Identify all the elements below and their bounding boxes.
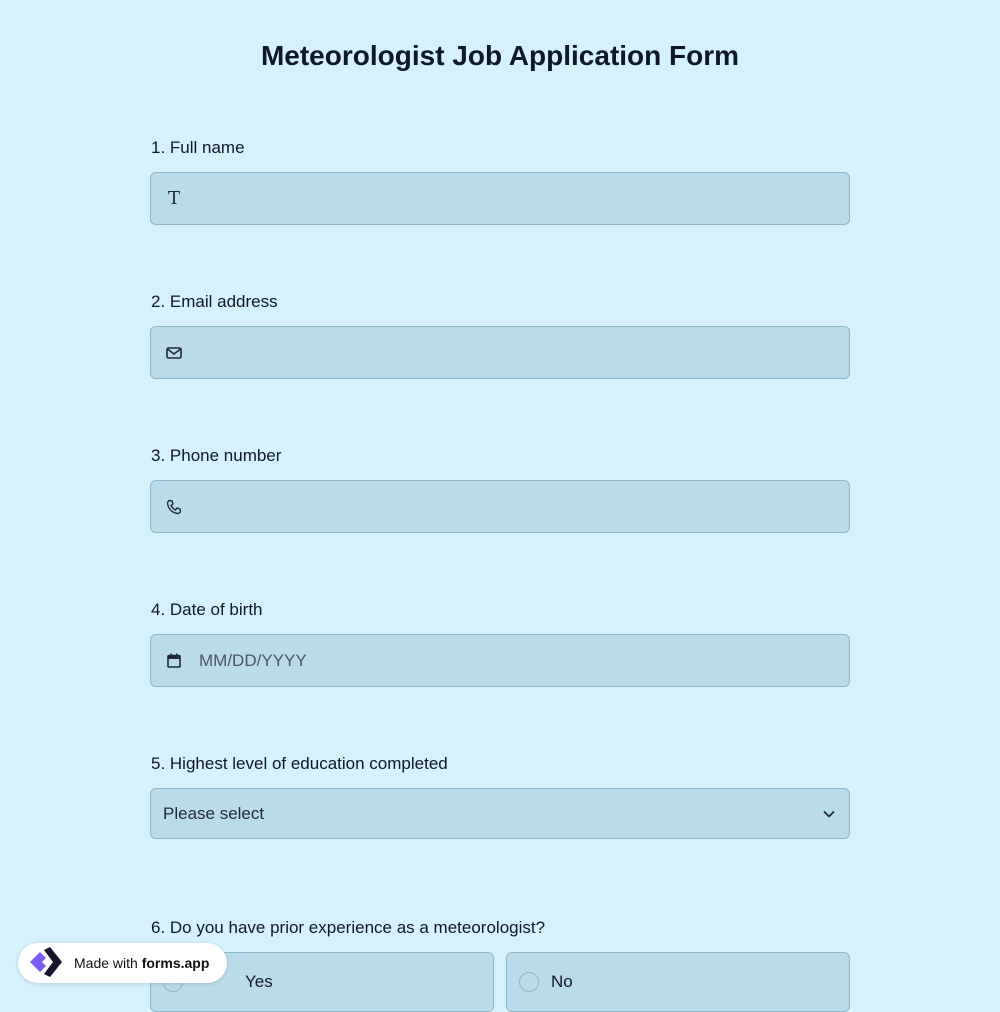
page-title: Meteorologist Job Application Form [260,40,740,71]
education-selected: Please select [163,803,265,823]
mail-icon [165,344,183,362]
forms-app-logo-icon [26,945,66,982]
text-icon: T [167,188,180,209]
education-select[interactable] [150,788,850,839]
calendar-icon [165,652,183,670]
education-label: 5. Highest level of education completed [151,754,448,773]
dob-input[interactable] [150,634,850,687]
radio-no[interactable] [519,972,539,992]
full-name-input[interactable] [150,172,850,225]
option-yes-label: Yes [245,972,273,991]
phone-input[interactable] [150,480,850,533]
chevron-down-icon [823,805,835,823]
email-label: 2. Email address [151,292,278,311]
email-input[interactable] [150,326,850,379]
dob-label: 4. Date of birth [151,600,263,619]
full-name-label: 1. Full name [151,138,245,157]
forms-app-badge[interactable] [18,943,227,983]
dob-placeholder: MM/DD/YYYY [199,650,307,670]
experience-label: 6. Do you have prior experience as a meteorologist? [151,918,546,937]
option-no-label: No [551,972,573,991]
option-no[interactable] [506,952,850,1012]
badge-brand: forms.app [141,955,210,971]
phone-label: 3. Phone number [151,446,282,465]
phone-icon [165,498,183,516]
badge-prefix: Made with [74,955,138,971]
